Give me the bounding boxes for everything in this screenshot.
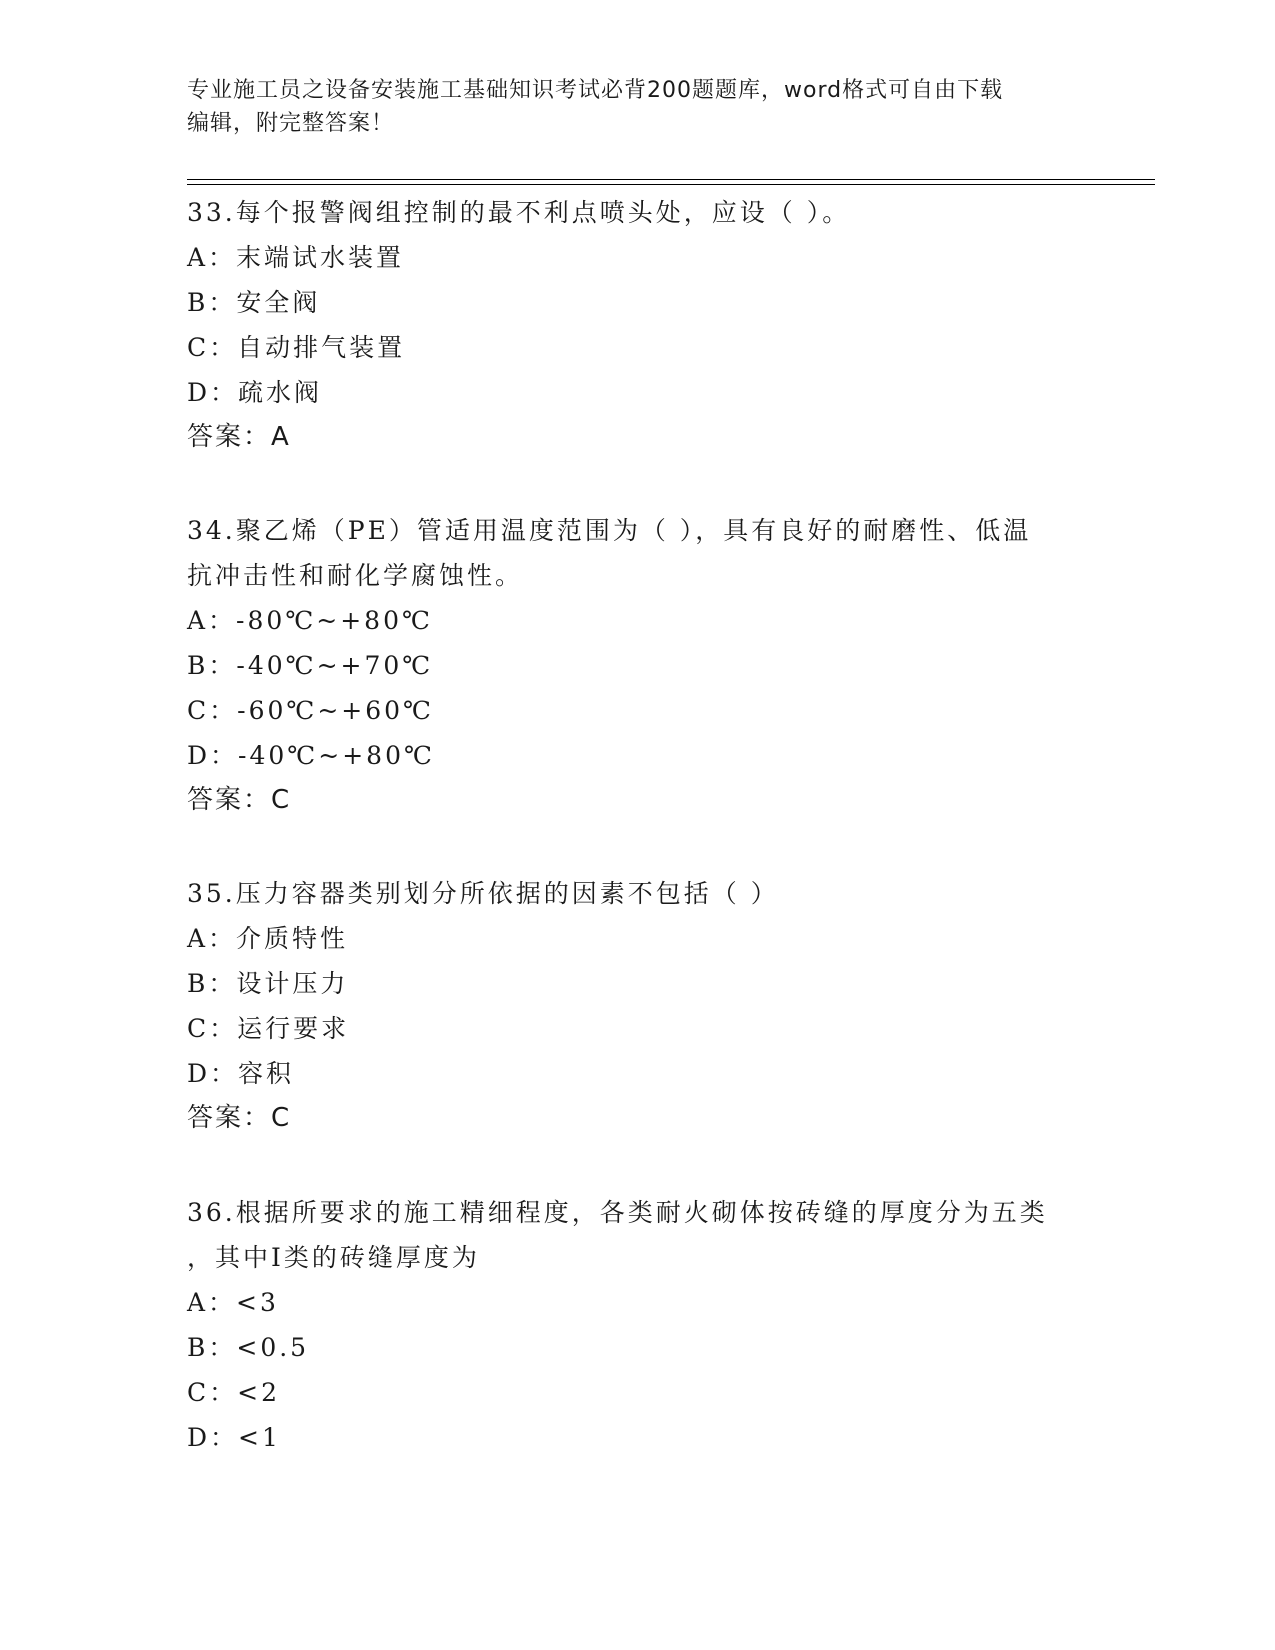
option-d: D：容积 — [187, 1059, 295, 1088]
answer: 答案：C — [187, 785, 292, 815]
option-c: C：<2 — [187, 1378, 280, 1407]
option-b: B：-40℃~+70℃ — [187, 651, 434, 680]
header-title-line-1: 专业施工员之设备安装施工基础知识考试必背200题题库，word格式可自由下载 — [187, 78, 1004, 103]
question-35 — [187, 871, 1087, 1141]
option-c: C：自动排气装置 — [187, 333, 406, 362]
option-c: C：运行要求 — [187, 1014, 350, 1043]
question-text: 35.压力容器类别划分所依据的因素不包括（ ） — [187, 879, 779, 908]
document-header — [187, 74, 1087, 140]
header-double-rule — [187, 179, 1155, 185]
question-text: 34.聚乙烯（PE）管适用温度范围为（ ），具有良好的耐磨性、低温 — [187, 516, 1032, 545]
question-text-continued: 抗冲击性和耐化学腐蚀性。 — [187, 561, 524, 590]
option-a: A：末端试水装置 — [187, 243, 405, 272]
option-b: B：设计压力 — [187, 969, 349, 998]
option-c: C：-60℃~+60℃ — [187, 696, 435, 725]
option-d: D：疏水阀 — [187, 378, 323, 407]
question-34 — [187, 508, 1087, 823]
question-text-continued: ，其中Ⅰ类的砖缝厚度为 — [187, 1243, 480, 1272]
answer: 答案：A — [187, 422, 291, 452]
question-33 — [187, 190, 1087, 460]
question-36 — [187, 1190, 1087, 1460]
question-text: 33.每个报警阀组控制的最不利点喷头处，应设（ ）。 — [187, 198, 851, 227]
option-d: D：<1 — [187, 1423, 281, 1452]
option-a: A：<3 — [187, 1288, 279, 1317]
option-a: A：介质特性 — [187, 924, 349, 953]
header-title-line-2: 编辑，附完整答案！ — [187, 111, 395, 136]
option-b: B：安全阀 — [187, 288, 321, 317]
option-b: B：<0.5 — [187, 1333, 310, 1362]
question-text: 36.根据所要求的施工精细程度，各类耐火砌体按砖缝的厚度分为五类 — [187, 1198, 1048, 1227]
option-d: D：-40℃~+80℃ — [187, 741, 435, 770]
answer: 答案：C — [187, 1103, 292, 1133]
option-a: A：-80℃~+80℃ — [187, 606, 433, 635]
